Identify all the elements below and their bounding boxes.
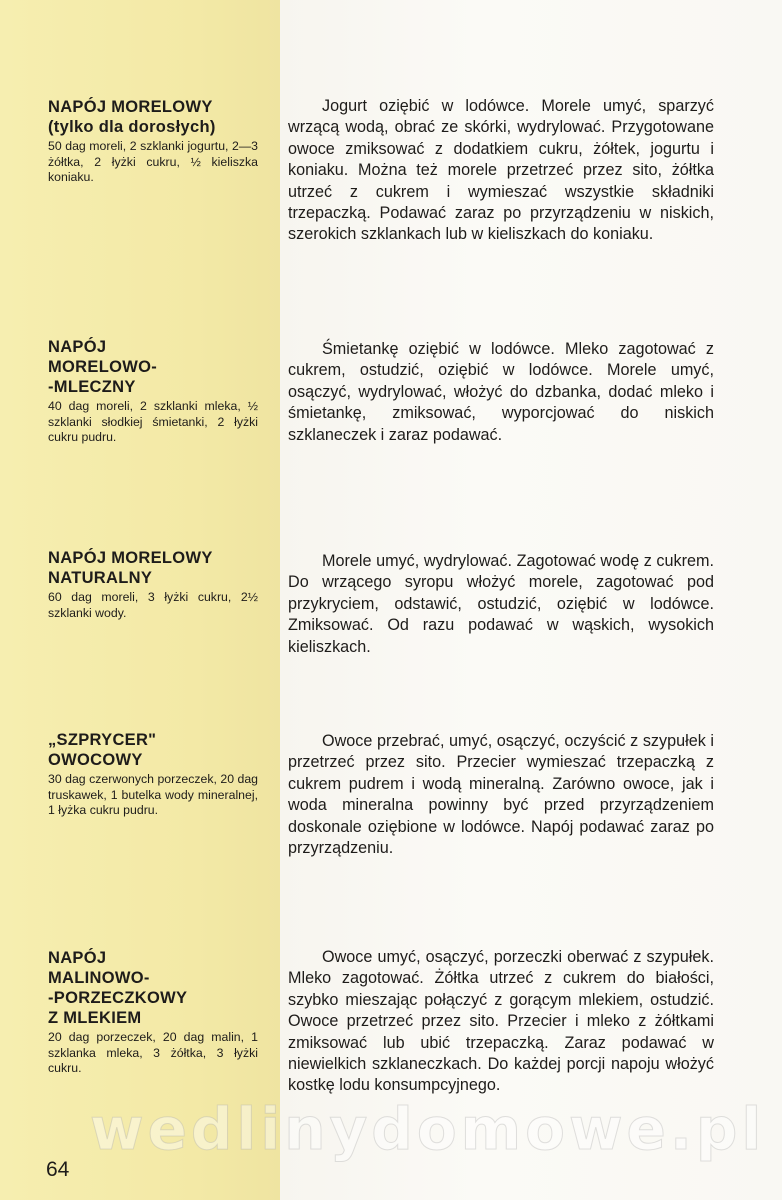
recipe-title-line: MALINOWO- — [48, 969, 150, 987]
recipe-title-line: NAPÓJ MORELOWY — [48, 549, 213, 567]
recipe-title-line: „SZPRYCER" — [48, 731, 157, 749]
recipe-title — [48, 337, 258, 397]
page-number: 64 — [46, 1158, 70, 1181]
ingredients-text: 40 dag moreli, 2 szklanki mleka, ½ szklanki słodkiej śmietanki, 2 łyżki cukru pudru. — [48, 399, 258, 445]
recipe-title-line: -PORZECZKOWY — [48, 989, 188, 1007]
ingredients-text: 60 dag moreli, 3 łyżki cukru, 2½ szklanki wody. — [48, 590, 258, 620]
recipe-title-line: MORELOWO- — [48, 358, 158, 376]
recipe-title-line: NAPÓJ — [48, 338, 107, 356]
recipe-title — [48, 948, 258, 1028]
recipe-title-line: NAPÓJ MORELOWY — [48, 98, 213, 116]
recipe-title-line: Z MLEKIEM — [48, 1009, 142, 1027]
recipe-header-3 — [48, 548, 258, 621]
recipe-method: Owoce przebrać, umyć, osączyć, oczyścić z szypułek i przetrzeć przez sito. Przecier wymieszać trzepaczką z cukrem pudrem i wodą mineralną. Zarówno owoce, jak i woda mineralna powinny być przed przyrządzeniem doskonale oziębione w lodówce. Napój podawać zaraz po przyrządzeniu. — [288, 732, 714, 858]
recipe-title-line: -MLECZNY — [48, 378, 136, 396]
recipe-title-line: OWOCOWY — [48, 751, 143, 769]
ingredients-text: 20 dag porzeczek, 20 dag malin, 1 szklanka mleka, 3 żółtka, 3 łyżki cukru. — [48, 1030, 258, 1076]
recipe-title — [48, 730, 258, 770]
recipe-title — [48, 97, 258, 137]
recipe-method: Owoce umyć, osączyć, porzeczki oberwać z szypułek. Mleko zagotować. Żółtka utrzeć z cukrem do białości, szybko mieszając połączyć z gorącym mlekiem, ostudzić. Owoce przetrzeć przez sito. Przecier i mleko z żółtkami zmiksować lub ubić trzepaczką. Zaraz podawać w niewielkich szklaneczkach. Do każdej porcji napoju włożyć kostkę lodu konsumpcyjnego. — [288, 948, 714, 1095]
recipe-header-5 — [48, 948, 258, 1077]
recipe-header-1 — [48, 97, 258, 186]
recipe-method: Śmietankę oziębić w lodówce. Mleko zagotować z cukrem, ostudzić, oziębić w lodówce. Morele umyć, osączyć, wydrylować, włożyć do dzbanka, dodać mleko i śmietankę, zmiksować, wyporcjować do niskich szklaneczek i zaraz podawać. — [288, 340, 714, 444]
ingredients-text: 50 dag moreli, 2 szklanki jogurtu, 2—3 żółtka, 2 łyżki cukru, ½ kieliszka koniaku. — [48, 139, 258, 185]
ingredients-text: 30 dag czerwonych porzeczek, 20 dag truskawek, 1 butelka wody mineralnej, 1 łyżka cukru pudru. — [48, 772, 258, 818]
recipe-title-line: (tylko dla dorosłych) — [48, 118, 216, 136]
recipe-method: Jogurt oziębić w lodówce. Morele umyć, sparzyć wrzącą wodą, obrać ze skórki, wydrylować. Przygotowane owoce zmiksować z dodatkiem cukru, żółtek, jogurtu i koniaku. Można też morele przetrzeć przez sito, żółtka utrzeć z cukrem i wymieszać wszystkie składniki trzepaczką. Podawać zaraz po przyrządzeniu w niskich, szerokich szklankach lub w kieliszkach do koniaku. — [288, 97, 714, 244]
recipe-title-line: NATURALNY — [48, 569, 153, 587]
recipe-method: Morele umyć, wydrylować. Zagotować wodę z cukrem. Do wrzącego syropu włożyć morele, zagotować pod przykryciem, odstawić, ostudzić, oziębić w lodówce. Zmiksować. Od razu podawać w wąskich, wysokich kieliszkach. — [288, 552, 714, 656]
watermark: wedlinydomowe.pl — [90, 1095, 766, 1163]
recipe-title — [48, 548, 258, 588]
recipe-header-2 — [48, 337, 258, 446]
recipe-header-4 — [48, 730, 258, 819]
recipe-title-line: NAPÓJ — [48, 949, 107, 967]
